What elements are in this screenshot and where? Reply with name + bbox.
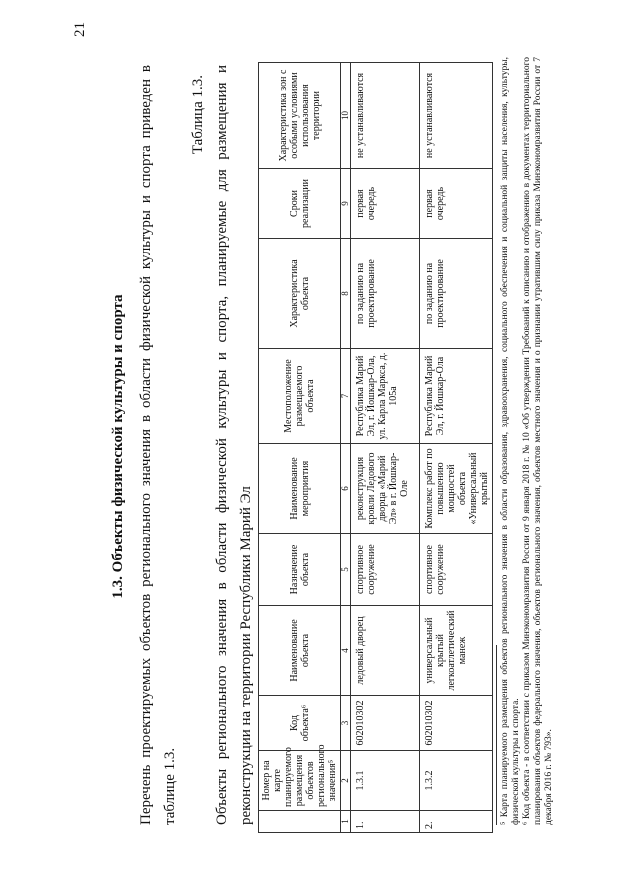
header-cell: Назначение объекта (259, 534, 341, 606)
header-cell: Наименование мероприятия (259, 444, 341, 534)
table-cell: ледовый дворец (351, 606, 420, 696)
table-cell: первая очередь (420, 169, 493, 239)
column-number: 8 (341, 239, 351, 349)
table-cell: универсальный крытый легкоатлетический манеж (420, 606, 493, 696)
table-caption: Объекты регионального значения в области физической культуры и спорта, планируемые для размещения и реконструкции на территории Республики Марий Эл (214, 65, 254, 825)
column-number: 2 (341, 751, 351, 811)
table-cell: реконструкция кровли Ледового дворца «Марий Эл» в г. Йошкар-Оле (351, 444, 420, 534)
table-label: Таблица 1.3. (190, 75, 206, 155)
table-cell: Комплекс работ по повышению мощностей объекта «Универсальный крытый (420, 444, 493, 534)
table-cell: не устанавливаются (351, 63, 420, 169)
column-number: 4 (341, 606, 351, 696)
table-cell: Республика Марий Эл, г. Йошкар-Ола, ул. Карла Маркса, д. 105а (351, 349, 420, 444)
column-number: 3 (341, 696, 351, 751)
table-row (351, 63, 420, 833)
table-header-row (259, 63, 341, 833)
section-heading: 1.3. Объекты физической культуры и спорта (110, 294, 126, 599)
header-cell: Номер на карте планируемого размещения объектов регионального значения⁵ (259, 751, 341, 811)
objects-table (258, 62, 493, 833)
table-cell: Республика Марий Эл, г. Йошкар-Ола (420, 349, 493, 444)
header-cell: Местоположение размещаемого объекта (259, 349, 341, 444)
column-number: 6 (341, 444, 351, 534)
page-number: 21 (72, 22, 88, 37)
header-cell: Характеристика зон с особыми условиями использования территории (259, 63, 341, 169)
footnote: ⁶ Код объекта - в соответствии с приказом Минэкономразвития России от 9 января 2018 г. № 10 «Об утверждении Требований к описанию и отображению в документах территориального планирования объектов федерального значения, объектов регионального значения, объектов местного значения и о признании утратившим силу приказа Минэкономразвития России от 7 декабря 2016 г. № 793». (522, 57, 554, 825)
table-cell: 602010302 (420, 696, 493, 751)
header-cell (259, 811, 341, 833)
table-cell: не устанавливаются (420, 63, 493, 169)
footnote-separator (496, 645, 497, 825)
footnote: ⁵ Карта планируемого размещения объектов регионального значения в области образования, здравоохранения, социального обеспечения и социальной защиты населения, культуры, физической культуры и спорта. (500, 57, 521, 825)
table-cell: 1.3.2 (420, 751, 493, 811)
table-cell: 2. (420, 811, 493, 833)
table-cell: спортивное сооружение (351, 534, 420, 606)
intro-paragraph: Перечень проектируемых объектов регионального значения в области физической культуры и спорта приведен в таблице 1.3. (138, 65, 178, 825)
header-cell: Сроки реализации (259, 169, 341, 239)
header-cell: Характеристика объекта (259, 239, 341, 349)
table-cell: 602010302 (351, 696, 420, 751)
table-cell: 1. (351, 811, 420, 833)
footnotes (500, 57, 555, 825)
table-row (420, 63, 493, 833)
table-cell: первая очередь (351, 169, 420, 239)
column-number-row (341, 63, 351, 833)
column-number: 7 (341, 349, 351, 444)
table-cell: по заданию на проектирование (351, 239, 420, 349)
table-cell: по заданию на проектирование (420, 239, 493, 349)
table-cell: спортивное сооружение (420, 534, 493, 606)
header-cell: Наименование объекта (259, 606, 341, 696)
column-number: 10 (341, 63, 351, 169)
header-cell: Код объекта⁶ (259, 696, 341, 751)
column-number: 1 (341, 811, 351, 833)
column-number: 9 (341, 169, 351, 239)
column-number: 5 (341, 534, 351, 606)
table-cell: 1.3.1 (351, 751, 420, 811)
